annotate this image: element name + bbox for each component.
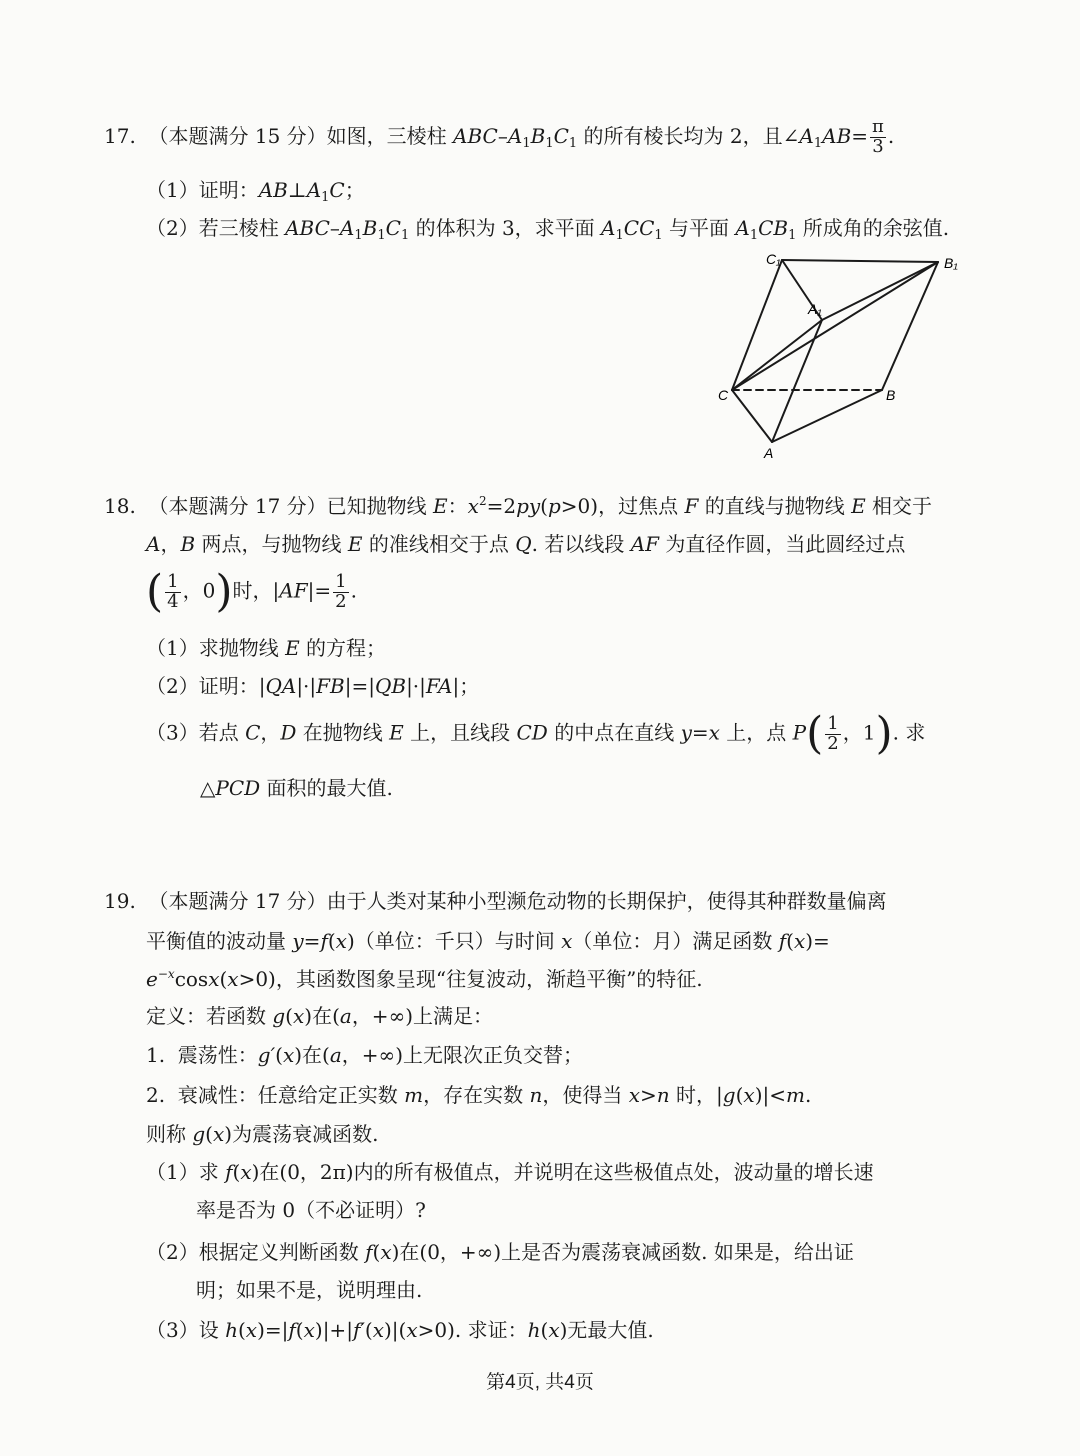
q17-part1: （1）证明：$AB\perp A_1C$； bbox=[146, 178, 365, 205]
q18-line2: A，B 两点，与抛物线 E 的准线相交于点 Q. 若以线段 AF 为直径作圆，当此圆经过点 bbox=[146, 532, 906, 556]
q19-def1: 1. 震荡性：g′(x)在(a，+∞)上无限次正负交替； bbox=[146, 1043, 584, 1067]
q19-part1-cont: 率是否为 0（不必证明）? bbox=[196, 1198, 426, 1222]
q18-part1: （1）求抛物线 E 的方程； bbox=[146, 636, 387, 660]
label-b1: B₁ bbox=[944, 255, 958, 271]
q19-line1: 19. （本题满分 17 分）由于人类对某种小型濒危动物的长期保护，使得其种群数量偏离 bbox=[104, 889, 887, 913]
q19-def2: 2. 衰减性：任意给定正实数 m，存在实数 n，使得当 x>n 时，|g(x)|<m. bbox=[146, 1083, 812, 1107]
q18-part3: （3）若点 C，D 在抛物线 E 上，且线段 CD 的中点在直线 y=x 上，点 P( $\frac{1}{2}$ ，1). 求 bbox=[146, 708, 926, 759]
edge-a1-b1 bbox=[822, 262, 938, 320]
q19-part2: （2）根据定义判断函数 f(x)在(0，+∞)上是否为震荡衰减函数. 如果是，给出证 bbox=[146, 1240, 854, 1264]
q18-part3-cont: △PCD 面积的最大值. bbox=[200, 776, 393, 800]
label-c1: C₁ bbox=[766, 251, 781, 267]
edge-c-a bbox=[732, 390, 772, 442]
edge-c1-b1 bbox=[782, 260, 938, 262]
label-a1: A₁ bbox=[808, 301, 822, 317]
q18-part2: （2）证明：|QA|·|FB|=|QB|·|FA|； bbox=[146, 674, 480, 698]
q19-line3: $e^{-x}\cos x(x>0)$，其函数图象呈现“往复波动，渐趋平衡”的特征. bbox=[146, 967, 703, 991]
q17-header: 17. （本题满分 15 分）如图，三棱柱 ABC–$A_1B_1C_1$ 的所有棱长均为 2，且$\angle A_1AB=$ $\frac{\pi}{3}$ . bbox=[104, 116, 895, 157]
edge-c-b1 bbox=[732, 262, 938, 390]
q18-line1: 18. （本题满分 17 分）已知抛物线 E：$x^2=2py(p>0)$，过焦点 F 的直线与抛物线 E 相交于 bbox=[104, 494, 933, 518]
edge-a-b bbox=[772, 390, 882, 442]
q19-part2-cont: 明；如果不是，说明理由. bbox=[196, 1278, 423, 1302]
q18-line3: ( $\frac{1}{4}$ ，0)时，|AF|= $\frac{1}{2}$ . bbox=[146, 566, 357, 617]
label-c: C bbox=[718, 387, 729, 403]
q19-line2: 平衡值的波动量 y=f(x)（单位：千只）与时间 x（单位：月）满足函数 f(x)= bbox=[146, 929, 830, 953]
prism-figure bbox=[700, 240, 980, 470]
label-a: A bbox=[764, 445, 774, 461]
q19-def3: 则称 g(x)为震荡衰减函数. bbox=[146, 1122, 379, 1146]
label-b: B bbox=[886, 387, 896, 403]
q19-def-intro: 定义：若函数 g(x)在(a，+∞)上满足： bbox=[146, 1004, 494, 1028]
q19-part1: （1）求 f(x)在(0，2π)内的所有极值点，并说明在这些极值点处，波动量的增长速 bbox=[146, 1160, 874, 1184]
q17-part2: （2）若三棱柱 ABC–$A_1B_1C_1$ 的体积为 3，求平面 $A_1CC_1$ 与平面 $A_1CB_1$ 所成角的余弦值. bbox=[146, 216, 950, 243]
page-footer: 第4页, 共4页 bbox=[486, 1372, 594, 1393]
q19-part3: （3）设 h(x)=|f(x)|+|f′(x)|(x>0). 求证：h(x)无最大值. bbox=[146, 1318, 654, 1342]
edge-b1-b bbox=[882, 262, 938, 390]
